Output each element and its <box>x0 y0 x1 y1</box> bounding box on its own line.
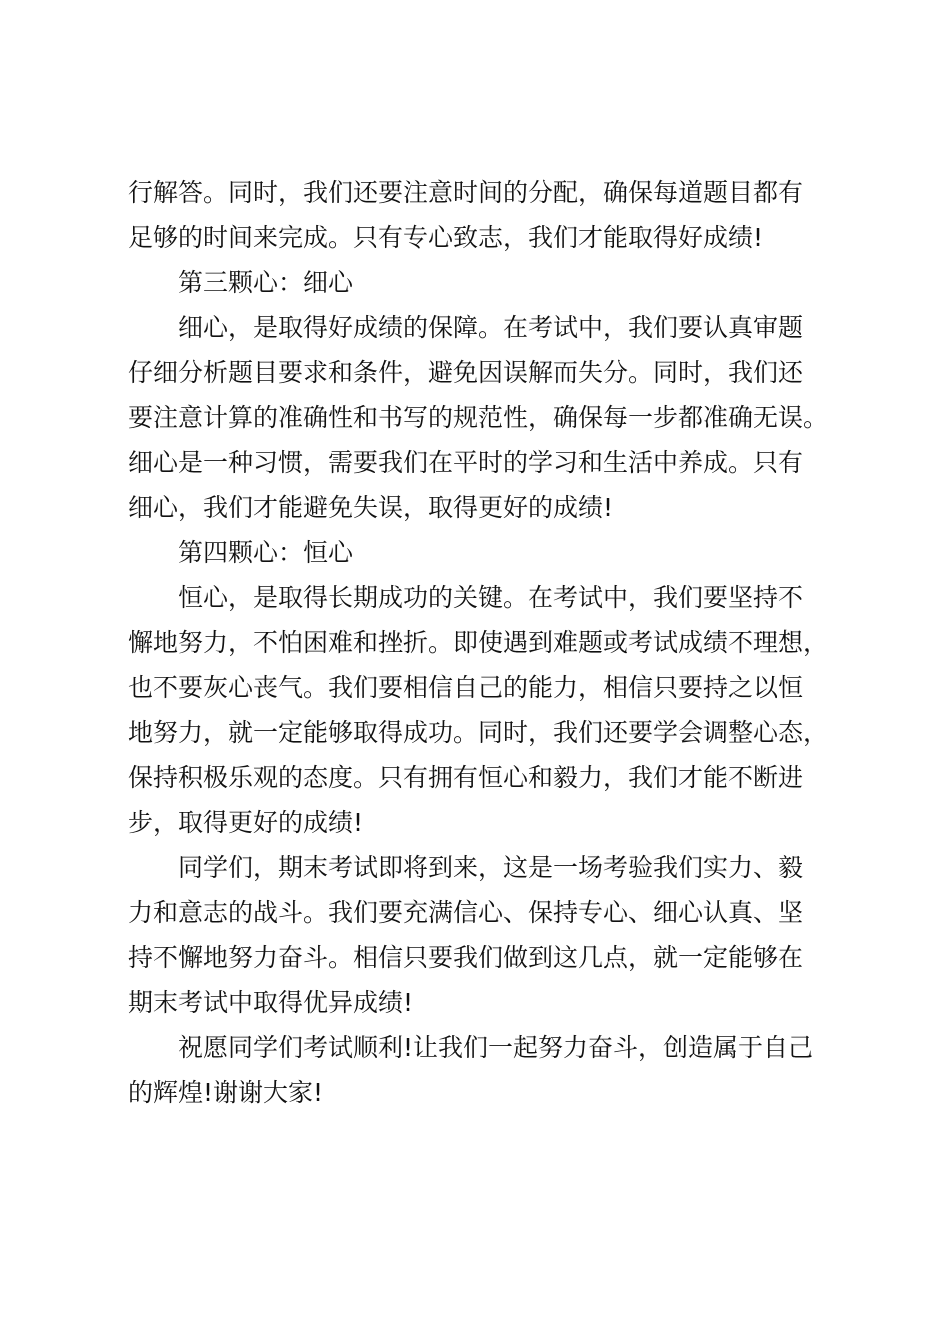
text-line: 仔细分析题目要求和条件，避免因误解而失分。同时，我们还 <box>128 358 804 387</box>
text-line: 细心，是取得好成绩的保障。在考试中，我们要认真审题 <box>178 313 804 342</box>
text-line: 细心是一种习惯，需要我们在平时的学习和生活中养成。只有 <box>128 448 804 477</box>
text-line: 祝愿同学们考试顺利!让我们一起努力奋斗，创造属于自己 <box>178 1033 814 1062</box>
text-line: 持不懈地努力奋斗。相信只要我们做到这几点，就一定能够在 <box>128 943 804 972</box>
text-line: 懈地努力，不怕困难和挫折。即使遇到难题或考试成绩不理想， <box>128 628 829 657</box>
text-line: 的辉煌!谢谢大家! <box>128 1078 324 1107</box>
text-line: 保持积极乐观的态度。只有拥有恒心和毅力，我们才能不断进 <box>128 763 804 792</box>
text-line: 足够的时间来完成。只有专心致志，我们才能取得好成绩! <box>128 223 764 252</box>
text-line: 也不要灰心丧气。我们要相信自己的能力，相信只要持之以恒 <box>128 673 804 702</box>
text-line: 细心，我们才能避免失误，取得更好的成绩! <box>128 493 614 522</box>
text-line: 要注意计算的准确性和书写的规范性，确保每一步都准确无误。 <box>128 403 829 432</box>
text-line: 步，取得更好的成绩! <box>128 808 364 837</box>
text-line: 期末考试中取得优异成绩! <box>128 988 414 1017</box>
section-heading: 第三颗心：细心 <box>178 268 354 297</box>
text-line: 同学们，期末考试即将到来，这是一场考验我们实力、毅 <box>178 853 804 882</box>
text-line: 力和意志的战斗。我们要充满信心、保持专心、细心认真、坚 <box>128 898 804 927</box>
text-line: 恒心，是取得长期成功的关键。在考试中，我们要坚持不 <box>178 583 804 612</box>
section-heading: 第四颗心：恒心 <box>178 538 354 567</box>
text-line: 行解答。同时，我们还要注意时间的分配，确保每道题目都有 <box>128 178 804 207</box>
text-line: 地努力，就一定能够取得成功。同时，我们还要学会调整心态， <box>128 718 829 747</box>
